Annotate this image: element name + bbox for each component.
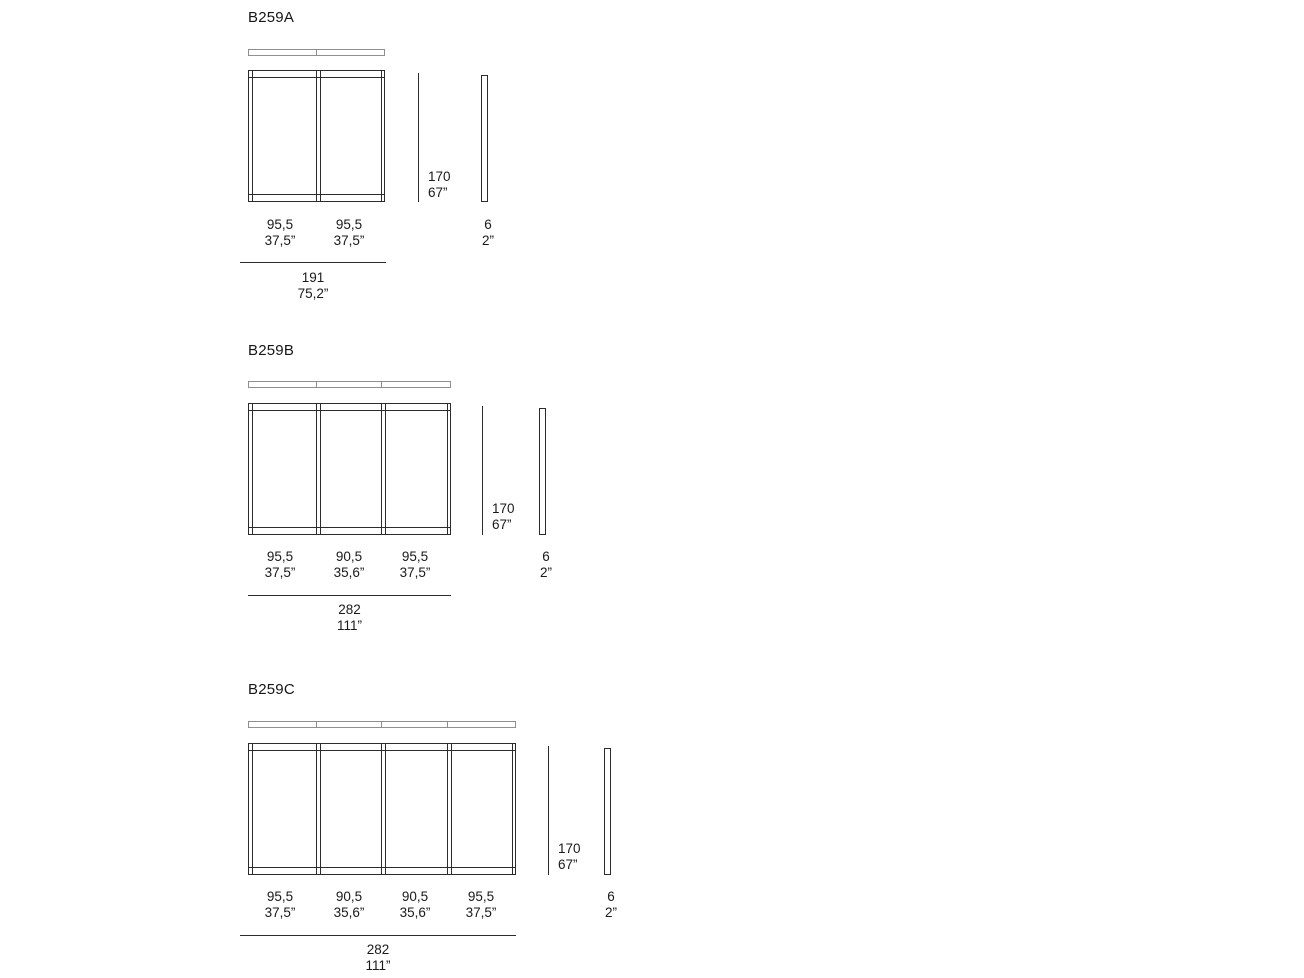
elevation-top-rail	[248, 410, 451, 411]
total-width-dimension-line	[240, 262, 386, 263]
elevation-mid-post-inner	[320, 70, 321, 202]
elevation-post-1-inner	[320, 403, 321, 535]
bay-label-b259b-2: 90,5 35,6”	[333, 549, 365, 580]
elevation-left-post-inner	[252, 70, 253, 202]
elevation-top-rail	[248, 750, 516, 751]
plan-view-divider	[316, 49, 317, 56]
bay-label-b259b-1: 95,5 37,5”	[264, 549, 296, 580]
plan-view-top-bar	[248, 381, 451, 388]
depth-label-b259b: 6 2”	[539, 549, 552, 580]
depth-label-b259c: 6 2”	[604, 889, 617, 920]
elevation-post-2-inner	[385, 743, 386, 875]
elevation-post-3	[447, 743, 448, 875]
plan-view-divider-3	[447, 721, 448, 728]
side-view-outline	[604, 748, 611, 875]
height-label-b259a: 170 67”	[428, 169, 451, 200]
total-width-label-b259b: 282 111”	[336, 602, 363, 633]
plan-view-divider-1	[316, 381, 317, 388]
side-view-outline	[481, 75, 488, 202]
depth-label-b259a: 6 2”	[481, 217, 494, 248]
elevation-post-2-inner	[385, 403, 386, 535]
bay-label-b259a-1: 95,5 37,5”	[264, 217, 296, 248]
model-title-b259a: B259A	[248, 9, 295, 26]
total-width-dimension-line	[248, 595, 451, 596]
elevation-left-post-inner	[252, 743, 253, 875]
height-label-b259b: 170 67”	[492, 501, 515, 532]
bay-label-b259a-2: 95,5 37,5”	[333, 217, 365, 248]
total-width-label-b259a: 191 75,2”	[297, 270, 329, 301]
bay-label-b259c-4: 95,5 37,5”	[465, 889, 497, 920]
elevation-right-post-inner	[512, 743, 513, 875]
elevation-outline	[248, 743, 516, 875]
plan-view-divider-1	[316, 721, 317, 728]
plan-view-divider-2	[381, 381, 382, 388]
elevation-post-1-inner	[320, 743, 321, 875]
height-dimension-line	[418, 73, 419, 202]
elevation-right-post-inner	[381, 70, 382, 202]
side-view-outline	[539, 408, 546, 535]
elevation-post-2	[381, 743, 382, 875]
height-label-b259c: 170 67”	[558, 841, 581, 872]
bay-label-b259c-1: 95,5 37,5”	[264, 889, 296, 920]
elevation-post-1	[316, 743, 317, 875]
elevation-outline	[248, 403, 451, 535]
elevation-post-2	[381, 403, 382, 535]
height-dimension-line	[482, 406, 483, 535]
plan-view-divider-2	[381, 721, 382, 728]
height-dimension-line	[548, 746, 549, 875]
elevation-post-3-inner	[451, 743, 452, 875]
elevation-left-post-inner	[252, 403, 253, 535]
bay-label-b259c-3: 90,5 35,6”	[399, 889, 431, 920]
plan-view-top-bar	[248, 721, 516, 728]
model-title-b259b: B259B	[248, 342, 295, 359]
total-width-label-b259c: 282 111”	[365, 942, 391, 973]
elevation-bottom-rail	[248, 527, 451, 528]
elevation-bottom-rail	[248, 867, 516, 868]
elevation-post-1	[316, 403, 317, 535]
total-width-dimension-line	[240, 935, 516, 936]
elevation-right-post-inner	[447, 403, 448, 535]
elevation-mid-post	[316, 70, 317, 202]
bay-label-b259b-3: 95,5 37,5”	[399, 549, 431, 580]
model-title-b259c: B259C	[248, 681, 295, 698]
bay-label-b259c-2: 90,5 35,6”	[333, 889, 365, 920]
